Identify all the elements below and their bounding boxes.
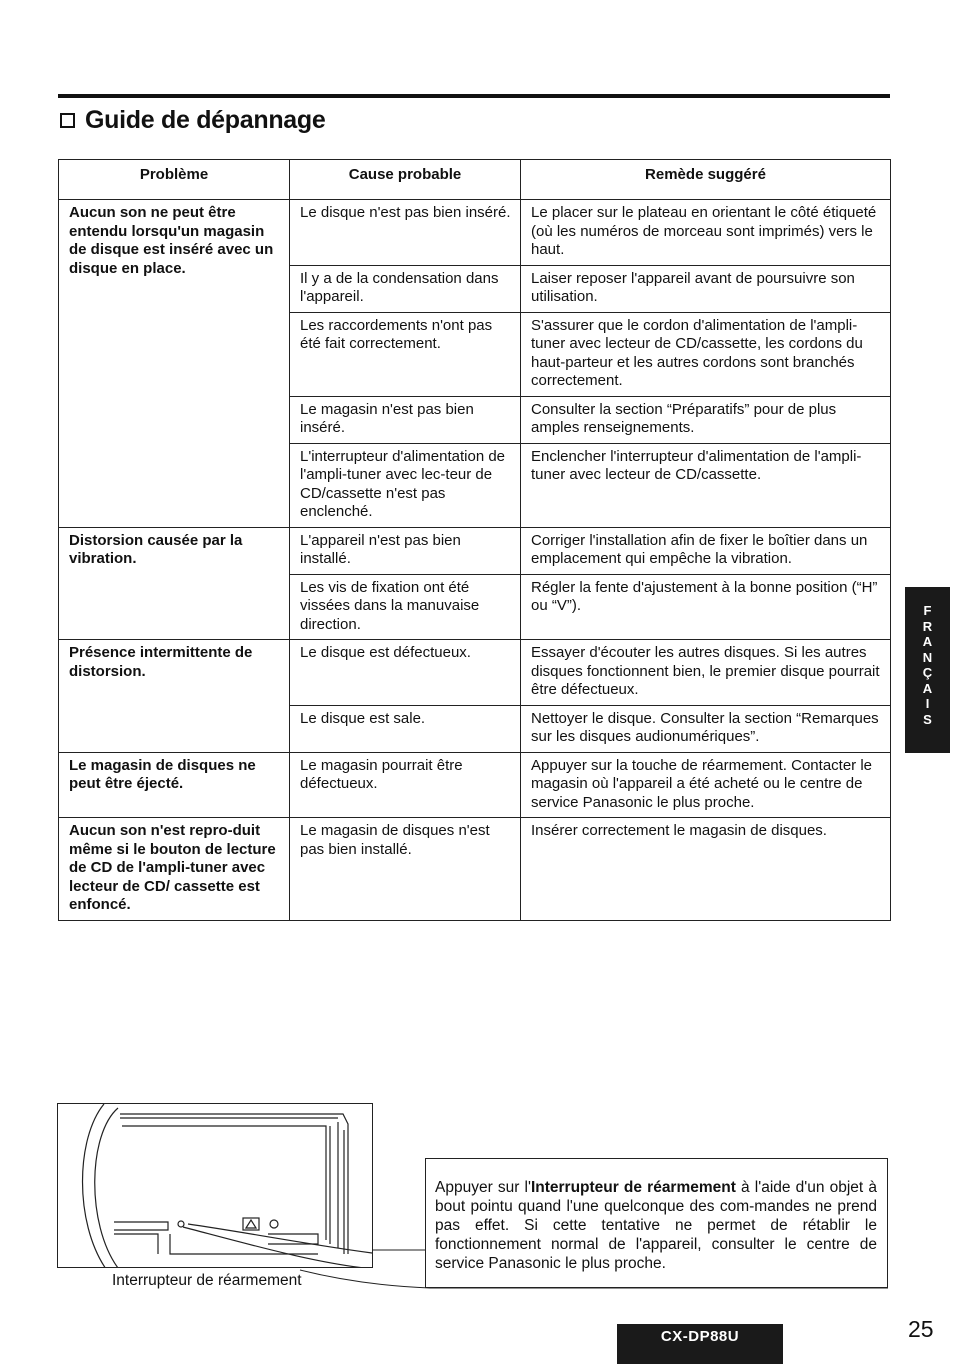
remedy-cell: Nettoyer le disque. Consulter la section “Remarques sur les disques audionumériques”. [521, 705, 891, 752]
note-text-pre: Appuyer sur l' [435, 1179, 531, 1196]
cause-cell: Le magasin pourrait être défectueux. [290, 752, 521, 818]
figure-caption: Interrupteur de réarmement [112, 1272, 302, 1289]
problem-cell: Le magasin de disques ne peut être éjecté. [59, 752, 290, 818]
reset-note [425, 1158, 888, 1288]
cause-cell: Le magasin n'est pas bien inséré. [290, 396, 521, 443]
remedy-cell: S'assurer que le cordon d'alimentation de l'ampli-tuner avec lecteur de CD/cassette, les cordons du haut-parteur et les autres cordons sont branchés correctement. [521, 312, 891, 396]
language-tab-letter: A [922, 634, 933, 649]
language-tab-letter: A [922, 680, 933, 696]
language-tab-letter: F [923, 603, 932, 618]
remedy-cell: Consulter la section “Préparatifs” pour de plus amples renseignements. [521, 396, 891, 443]
note-text-post: à l'aide d'un objet à bout pointu quand l'une quelconque des com-mandes ne prend pas effet. Si cette tentative ne permet de rétablir le fonctionnement normal de l'appareil, consulter le centre de service Panasonic le plus proche. [435, 1179, 877, 1272]
language-tab-letter: I [925, 696, 930, 711]
problem-cell: Présence intermittente de distorsion. [59, 640, 290, 753]
remedy-cell: Le placer sur le plateau en orientant le côté étiqueté (où les numéros de morceau sont imprimés) vers le haut. [521, 200, 891, 266]
remedy-cell: Corriger l'installation afin de fixer le boîtier dans un emplacement qui empêche la vibration. [521, 527, 891, 574]
problem-cell: Aucun son ne peut être entendu lorsqu'un magasin de disque est inséré avec un disque en place. [59, 200, 290, 528]
header-cause: Cause probable [290, 160, 521, 200]
remedy-cell: Appuyer sur la touche de réarmement. Contacter le magasin où l'appareil a été acheté ou le centre de service Panasonic le plus proche. [521, 752, 891, 818]
language-tab-letter: Ç [922, 665, 933, 680]
cause-cell: Les vis de fixation ont été vissées dans la manuvaise direction. [290, 574, 521, 640]
cause-cell: L'appareil n'est pas bien installé. [290, 527, 521, 574]
page-number: 25 [908, 1316, 934, 1342]
note-text-bold: Interrupteur de réarmement [530, 1179, 736, 1196]
cause-cell: Les raccordements n'ont pas été fait correctement. [290, 312, 521, 396]
header-problem: Problème [59, 160, 290, 200]
cause-cell: Le magasin de disques n'est pas bien installé. [290, 818, 521, 921]
cause-cell: Le disque est défectueux. [290, 640, 521, 706]
problem-cell: Distorsion causée par la vibration. [59, 527, 290, 640]
problem-cell: Aucun son n'est repro-duit même si le bouton de lecture de CD de l'ampli-tuner avec lecteur de CD/ cassette est enfoncé. [59, 818, 290, 921]
cause-cell: L'interrupteur d'alimentation de l'ampli-tuner avec lec-teur de CD/cassette n'est pas enclenché. [290, 443, 521, 527]
language-tab-letter: R [922, 618, 933, 634]
remedy-cell: Régler la fente d'ajustement à la bonne position (“H” ou “V”). [521, 574, 891, 640]
remedy-cell: Essayer d'écouter les autres disques. Si les autres disques fonctionnent bien, le premier disque pourrait être défectueux. [521, 640, 891, 706]
header-remedy: Remède suggéré [521, 160, 891, 200]
cause-cell: Le disque est sale. [290, 705, 521, 752]
cause-cell: Il y a de la condensation dans l'appareil. [290, 265, 521, 312]
model-badge: CX-DP88U [617, 1324, 783, 1364]
language-tab-letter: N [922, 649, 933, 665]
page-title: Guide de dépannage [85, 106, 326, 134]
remedy-cell: Laiser reposer l'appareil avant de poursuivre son utilisation. [521, 265, 891, 312]
cause-cell: Le disque n'est pas bien inséré. [290, 200, 521, 266]
remedy-cell: Insérer correctement le magasin de disques. [521, 818, 891, 921]
language-tab-letter: S [923, 711, 932, 727]
remedy-cell: Enclencher l'interrupteur d'alimentation de l'ampli-tuner avec lecteur de CD/cassette. [521, 443, 891, 527]
